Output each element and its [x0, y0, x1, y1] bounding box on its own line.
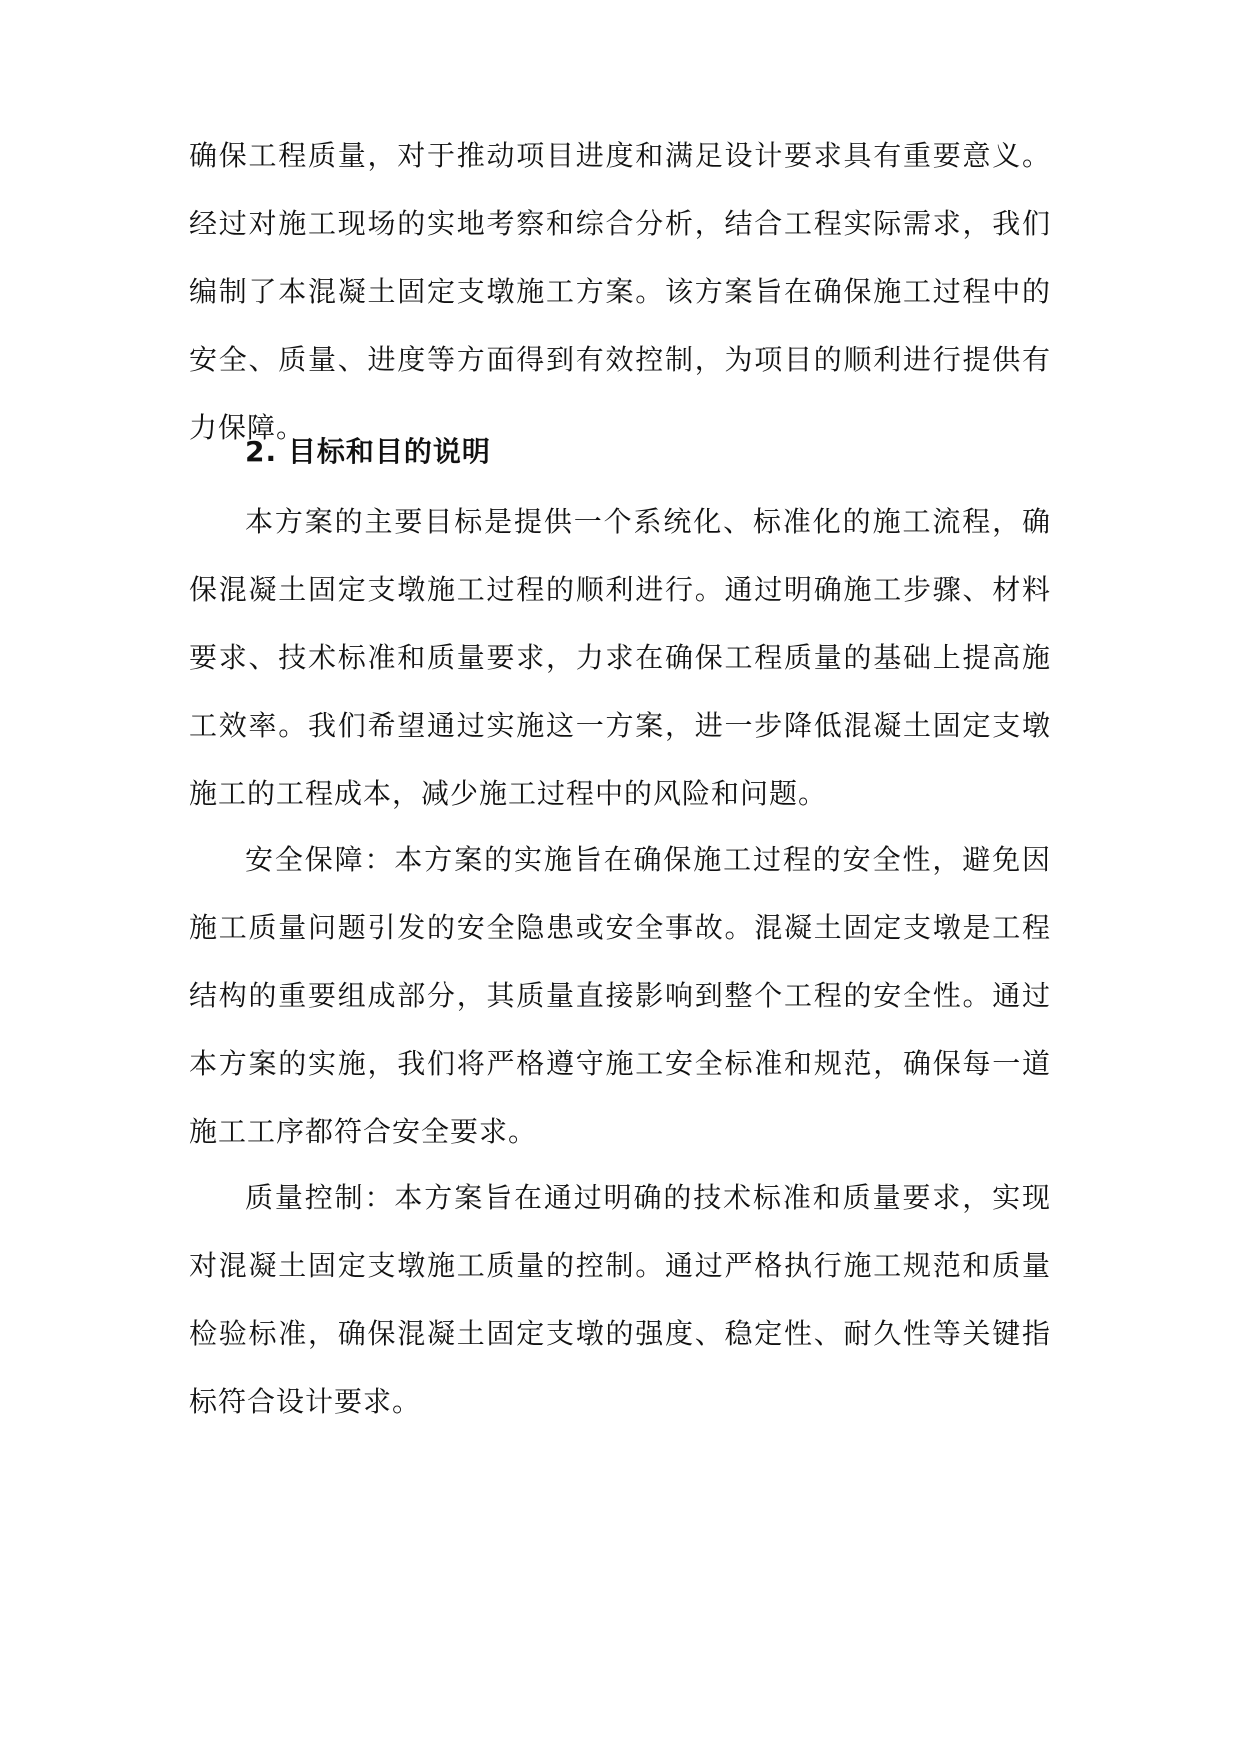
safety-paragraph: 安全保障：本方案的实施旨在确保施工过程的安全性，避免因施工质量问题引发的安全隐患或安全事故。混凝土固定支墩是工程结构的重要组成部分，其质量直接影响到整个工程的安全性。通过本方案的实施，我们将严格遵守施工安全标准和规范，确保每一道施工工序都符合安全要求。	[189, 843, 1051, 1148]
quality-paragraph: 质量控制：本方案旨在通过明确的技术标准和质量要求，实现对混凝土固定支墩施工质量的控制。通过严格执行施工规范和质量检验标准，确保混凝土固定支墩的强度、稳定性、耐久性等关键指标符合设计要求。	[189, 1181, 1051, 1418]
intro-continuation-paragraph: 确保工程质量，对于推动项目进度和满足设计要求具有重要意义。经过对施工现场的实地考察和综合分析，结合工程实际需求，我们编制了本混凝土固定支墩施工方案。该方案旨在确保施工过程中的安全、质量、进度等方面得到有效控制，为项目的顺利进行提供有力保障。	[189, 139, 1051, 444]
section-heading: 2. 目标和目的说明	[245, 435, 491, 468]
main-goal-paragraph: 本方案的主要目标是提供一个系统化、标准化的施工流程，确保混凝土固定支墩施工过程的顺利进行。通过明确施工步骤、材料要求、技术标准和质量要求，力求在确保工程质量的基础上提高施工效率。我们希望通过实施这一方案，进一步降低混凝土固定支墩施工的工程成本，减少施工过程中的风险和问题。	[189, 505, 1051, 810]
